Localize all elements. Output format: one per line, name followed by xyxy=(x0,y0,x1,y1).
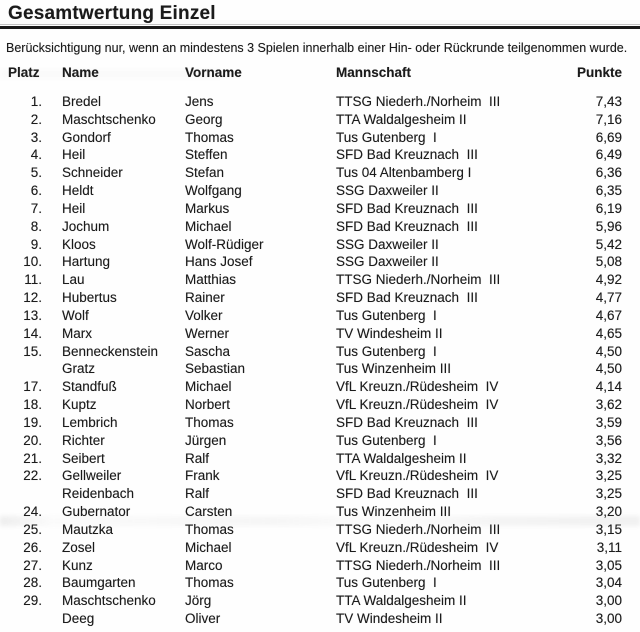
firstname-cell: Jörg xyxy=(185,593,212,609)
team-cell: Tus Gutenberg I xyxy=(336,343,437,359)
rank-cell: 25. xyxy=(23,521,42,537)
points-cell: 3,05 xyxy=(595,557,622,573)
points-cell: 3,25 xyxy=(595,486,622,502)
rank-cell: 17. xyxy=(23,379,42,395)
table-row xyxy=(0,147,622,165)
firstname-cell: Michael xyxy=(185,218,232,234)
rank-cell: 1. xyxy=(30,94,42,109)
table-row xyxy=(0,361,622,379)
rank-cell: 18. xyxy=(23,397,42,413)
lastname-cell: Baumgarten xyxy=(62,575,136,591)
lastname-cell: Heil xyxy=(62,200,86,216)
firstname-cell: Thomas xyxy=(185,414,234,430)
points-cell: 4,50 xyxy=(595,343,622,359)
table-row xyxy=(0,308,622,326)
rank-cell: 27. xyxy=(23,557,42,573)
rank-cell: 29. xyxy=(23,593,42,609)
points-cell: 4,65 xyxy=(595,325,622,341)
rank-cell: 13. xyxy=(23,307,42,323)
table-header-row xyxy=(0,65,622,80)
table-row xyxy=(0,344,622,362)
table-row xyxy=(0,379,622,397)
lastname-cell: Gellweiler xyxy=(62,468,122,484)
rank-cell: 19. xyxy=(23,414,42,430)
lastname-cell: Bredel xyxy=(62,94,102,109)
table-row xyxy=(0,254,622,272)
team-cell: TV Windesheim II xyxy=(336,611,443,627)
rank-cell: 14. xyxy=(23,325,42,341)
rank-cell: 7. xyxy=(30,200,42,216)
firstname-cell: Wolf-Rüdiger xyxy=(185,236,264,252)
lastname-cell: Richter xyxy=(62,432,105,448)
table-row xyxy=(0,201,622,219)
firstname-cell: Michael xyxy=(185,379,232,395)
team-cell: TV Windesheim II xyxy=(336,325,443,341)
title-rule xyxy=(0,26,640,29)
table-row xyxy=(0,272,622,290)
firstname-cell: Carsten xyxy=(185,504,233,520)
table-row xyxy=(0,433,622,451)
team-cell: SSG Daxweiler II xyxy=(336,183,439,199)
points-cell: 3,00 xyxy=(595,593,622,609)
points-cell: 4,92 xyxy=(595,272,622,288)
points-cell: 4,77 xyxy=(595,290,622,306)
table-row xyxy=(0,130,622,148)
eligibility-note: Berücksichtigung nur, wenn an mindestens 3 Spielen innerhalb einer Hin- oder Rückrunde teilgenommen wurde. xyxy=(6,41,628,55)
lastname-cell: Kunz xyxy=(62,557,93,573)
firstname-cell: Volker xyxy=(185,307,223,323)
header-name: Name xyxy=(62,65,99,80)
firstname-cell: Hans Josef xyxy=(185,254,253,270)
points-cell: 7,16 xyxy=(595,111,622,127)
points-cell: 6,69 xyxy=(595,129,622,145)
table-row xyxy=(0,593,622,611)
rank-cell: 4. xyxy=(30,147,42,163)
team-cell: TTSG Niederh./Norheim III xyxy=(336,272,501,288)
points-cell: 6,35 xyxy=(595,183,622,199)
points-cell: 6,49 xyxy=(595,147,622,163)
firstname-cell: Marco xyxy=(185,557,223,573)
firstname-cell: Steffen xyxy=(185,147,228,163)
firstname-cell: Norbert xyxy=(185,397,231,413)
rank-cell: 9. xyxy=(30,236,42,252)
table-row xyxy=(0,486,622,504)
table-row xyxy=(0,540,622,558)
rank-cell: 20. xyxy=(23,432,42,448)
lastname-cell: Gubernator xyxy=(62,504,131,520)
table-row xyxy=(0,522,622,540)
team-cell: VfL Kreuzn./Rüdesheim IV xyxy=(336,379,499,395)
lastname-cell: Hubertus xyxy=(62,290,117,306)
table-row xyxy=(0,94,622,112)
rank-cell: 8. xyxy=(30,218,42,234)
team-cell: VfL Kreuzn./Rüdesheim IV xyxy=(336,397,499,413)
lastname-cell: Gondorf xyxy=(62,129,111,145)
rank-cell: 26. xyxy=(23,539,42,555)
team-cell: Tus Gutenberg I xyxy=(336,129,437,145)
team-cell: VfL Kreuzn./Rüdesheim IV xyxy=(336,468,499,484)
points-cell: 5,08 xyxy=(595,254,622,270)
lastname-cell: Zosel xyxy=(62,539,96,555)
table-row xyxy=(0,415,622,433)
points-cell: 7,43 xyxy=(595,94,622,109)
header-vorname: Vorname xyxy=(185,65,242,80)
lastname-cell: Hartung xyxy=(62,254,111,270)
team-cell: SFD Bad Kreuznach III xyxy=(336,486,478,502)
table-row xyxy=(0,558,622,576)
points-cell: 4,50 xyxy=(595,361,622,377)
table-row xyxy=(0,451,622,469)
lastname-cell: Jochum xyxy=(62,218,110,234)
points-cell: 5,42 xyxy=(595,236,622,252)
team-cell: TTSG Niederh./Norheim III xyxy=(336,94,501,109)
points-cell: 3,04 xyxy=(595,575,622,591)
lastname-cell: Schneider xyxy=(62,165,123,181)
team-cell: Tus Gutenberg I xyxy=(336,307,437,323)
points-cell: 3,25 xyxy=(595,468,622,484)
rank-cell: 10. xyxy=(23,254,42,270)
lastname-cell: Maschtschenko xyxy=(62,111,156,127)
lastname-cell: Heldt xyxy=(62,183,94,199)
rank-cell: 21. xyxy=(23,450,42,466)
lastname-cell: Kloos xyxy=(62,236,96,252)
team-cell: SFD Bad Kreuznach III xyxy=(336,147,478,163)
table-row xyxy=(0,397,622,415)
points-cell: 6,19 xyxy=(595,200,622,216)
points-cell: 3,11 xyxy=(596,539,622,555)
lastname-cell: Reidenbach xyxy=(62,486,135,502)
points-cell: 3,32 xyxy=(595,450,622,466)
team-cell: SFD Bad Kreuznach III xyxy=(336,290,478,306)
table-row xyxy=(0,611,622,629)
lastname-cell: Kuptz xyxy=(62,397,97,413)
team-cell: TTSG Niederh./Norheim III xyxy=(336,521,501,537)
points-cell: 3,00 xyxy=(595,611,622,627)
lastname-cell: Lau xyxy=(62,272,85,288)
table-row xyxy=(0,290,622,308)
points-cell: 3,20 xyxy=(595,504,622,520)
points-cell: 3,62 xyxy=(595,397,622,413)
table-row xyxy=(0,165,622,183)
team-cell: Tus Winzenheim III xyxy=(336,504,452,520)
table-row xyxy=(0,504,622,522)
firstname-cell: Thomas xyxy=(185,129,234,145)
lastname-cell: Wolf xyxy=(62,307,89,323)
ranking-table-body xyxy=(0,94,622,629)
rank-cell: 11. xyxy=(24,272,42,288)
firstname-cell: Ralf xyxy=(185,450,210,466)
firstname-cell: Frank xyxy=(185,468,220,484)
firstname-cell: Jens xyxy=(185,94,214,109)
header-mannschaft: Mannschaft xyxy=(336,65,412,80)
firstname-cell: Thomas xyxy=(185,575,234,591)
lastname-cell: Deeg xyxy=(62,611,95,627)
rank-cell: 3. xyxy=(30,129,42,145)
points-cell: 3,56 xyxy=(595,432,622,448)
firstname-cell: Thomas xyxy=(185,521,234,537)
lastname-cell: Maschtschenko xyxy=(62,593,156,609)
points-cell: 5,96 xyxy=(595,218,622,234)
points-cell: 6,36 xyxy=(595,165,622,181)
table-row xyxy=(0,575,622,593)
table-row xyxy=(0,237,622,255)
table-row xyxy=(0,183,622,201)
firstname-cell: Sebastian xyxy=(185,361,246,377)
team-cell: TTA Waldalgesheim II xyxy=(336,593,467,609)
rank-cell: 15. xyxy=(23,343,42,359)
firstname-cell: Matthias xyxy=(185,272,237,288)
header-platz: Platz xyxy=(8,65,40,80)
title-rule-fuzz xyxy=(0,24,640,25)
rank-cell: 24. xyxy=(23,504,42,520)
table-row xyxy=(0,468,622,486)
rank-cell: 2. xyxy=(30,111,42,127)
team-cell: SFD Bad Kreuznach III xyxy=(336,200,478,216)
firstname-cell: Georg xyxy=(185,111,223,127)
page-title: Gesamtwertung Einzel xyxy=(8,3,216,24)
rank-cell: 22. xyxy=(23,468,42,484)
lastname-cell: Seibert xyxy=(62,450,105,466)
points-cell: 3,15 xyxy=(595,521,622,537)
points-cell: 3,59 xyxy=(595,414,622,430)
firstname-cell: Ralf xyxy=(185,486,210,502)
firstname-cell: Michael xyxy=(185,539,232,555)
lastname-cell: Heil xyxy=(62,147,86,163)
team-cell: VfL Kreuzn./Rüdesheim IV xyxy=(336,539,499,555)
team-cell: SSG Daxweiler II xyxy=(336,236,439,252)
points-cell: 4,67 xyxy=(595,307,622,323)
rank-cell: 12. xyxy=(23,290,42,306)
firstname-cell: Werner xyxy=(185,325,230,341)
rank-cell: 6. xyxy=(30,183,42,199)
team-cell: Tus Gutenberg I xyxy=(336,432,437,448)
firstname-cell: Rainer xyxy=(185,290,225,306)
firstname-cell: Stefan xyxy=(185,165,225,181)
rank-cell: 5. xyxy=(30,165,42,181)
team-cell: Tus Gutenberg I xyxy=(336,575,437,591)
lastname-cell: Marx xyxy=(62,325,92,341)
lastname-cell: Standfuß xyxy=(62,379,117,395)
team-cell: Tus Winzenheim III xyxy=(336,361,452,377)
team-cell: TTA Waldalgesheim II xyxy=(336,111,467,127)
team-cell: SSG Daxweiler II xyxy=(336,254,439,270)
team-cell: SFD Bad Kreuznach III xyxy=(336,414,478,430)
table-row xyxy=(0,112,622,130)
lastname-cell: Lembrich xyxy=(62,414,118,430)
table-row xyxy=(0,326,622,344)
rank-cell: 28. xyxy=(23,575,42,591)
firstname-cell: Wolfgang xyxy=(185,183,242,199)
header-punkte: Punkte xyxy=(576,65,622,80)
table-row xyxy=(0,219,622,237)
firstname-cell: Oliver xyxy=(185,611,221,627)
firstname-cell: Sascha xyxy=(185,343,231,359)
points-cell: 4,14 xyxy=(595,379,622,395)
firstname-cell: Jürgen xyxy=(185,432,227,448)
team-cell: Tus 04 Altenbamberg I xyxy=(336,165,472,181)
firstname-cell: Markus xyxy=(185,200,230,216)
lastname-cell: Benneckenstein xyxy=(62,343,159,359)
lastname-cell: Gratz xyxy=(62,361,96,377)
team-cell: SFD Bad Kreuznach III xyxy=(336,218,478,234)
lastname-cell: Mautzka xyxy=(62,521,114,537)
team-cell: TTA Waldalgesheim II xyxy=(336,450,467,466)
team-cell: TTSG Niederh./Norheim III xyxy=(336,557,501,573)
